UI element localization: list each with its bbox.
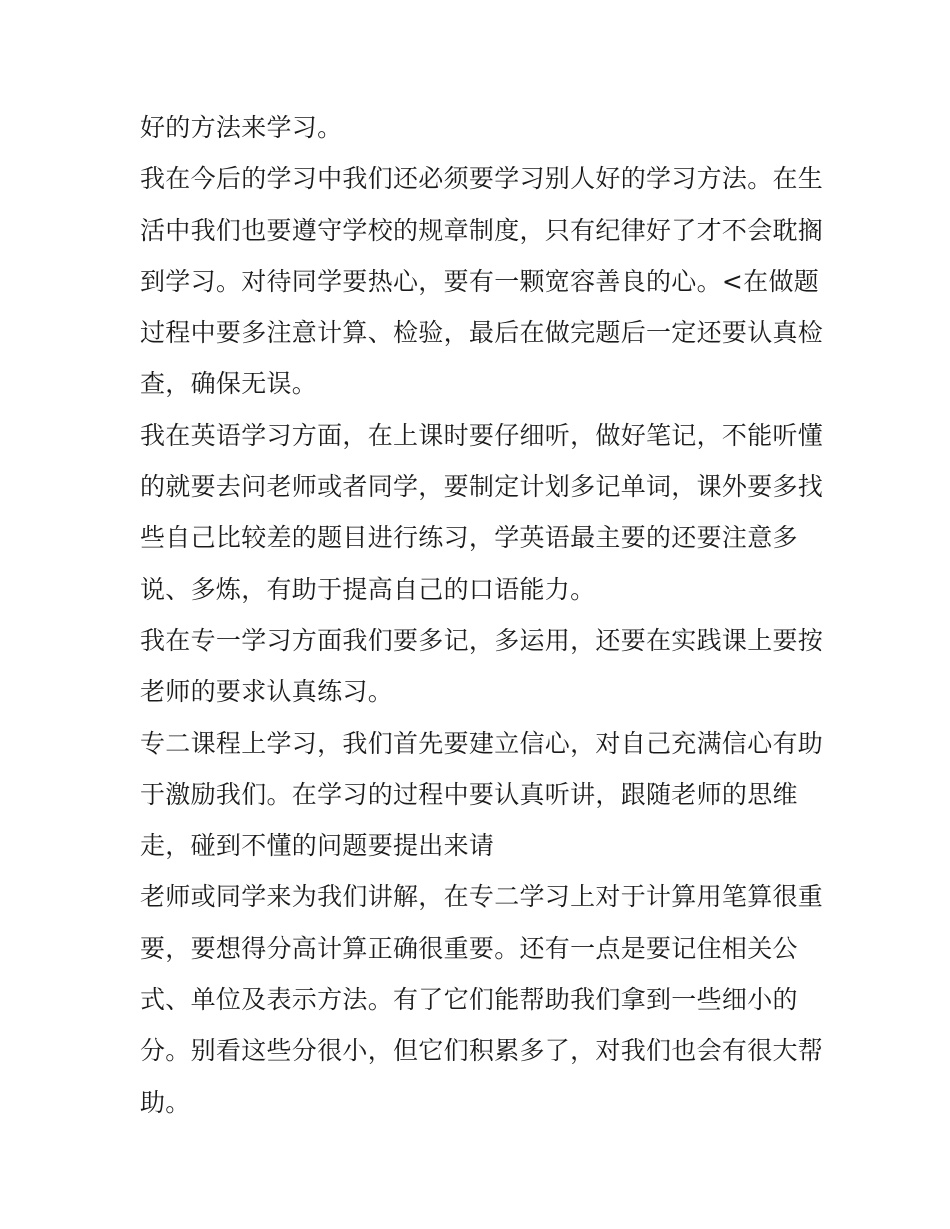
text-line: 查，确保无误。 bbox=[140, 369, 318, 399]
text-line: 的就要去问老师或者同学，要制定计划多记单词，课外要多找 bbox=[140, 472, 824, 502]
text-line: 活中我们也要遵守学校的规章制度，只有纪律好了才不会耽搁 bbox=[140, 215, 824, 245]
text-line: 老师的要求认真练习。 bbox=[140, 677, 394, 707]
text-line: 分。别看这些分很小，但它们积累多了，对我们也会有很大帮 bbox=[140, 1036, 824, 1066]
text-line: 我在专一学习方面我们要多记，多运用，还要在实践课上要按 bbox=[140, 625, 824, 655]
text-line: 些自己比较差的题目进行练习，学英语最主要的还要注意多 bbox=[140, 523, 798, 553]
document-body bbox=[140, 102, 824, 1128]
text-line: 式、单位及表示方法。有了它们能帮助我们拿到一些细小的 bbox=[140, 985, 798, 1015]
text-line: 老师或同学来为我们讲解，在专二学习上对于计算用笔算很重 bbox=[140, 882, 824, 912]
text-line: 专二课程上学习，我们首先要建立信心，对自己充满信心有助 bbox=[140, 728, 824, 758]
text-line: 好的方法来学习。 bbox=[140, 113, 343, 142]
text-line: 我在今后的学习中我们还必须要学习别人好的学习方法。在生 bbox=[140, 164, 824, 194]
text-line: 过程中要多注意计算、检验，最后在做完题后一定还要认真检 bbox=[140, 318, 824, 348]
text-line: 到学习。对待同学要热心，要有一颗宽容善良的心。<在做题 bbox=[140, 266, 820, 296]
text-line: 于激励我们。在学习的过程中要认真听讲，跟随老师的思维 bbox=[140, 779, 798, 809]
text-line: 助。 bbox=[140, 1087, 191, 1117]
text-line: 要，要想得分高计算正确很重要。还有一点是要记住相关公 bbox=[140, 933, 798, 963]
text-line: 我在英语学习方面，在上课时要仔细听，做好笔记，不能听懂 bbox=[140, 420, 824, 450]
text-line: 说、多炼，有助于提高自己的口语能力。 bbox=[140, 574, 596, 604]
text-line: 走，碰到不懂的问题要提出来请 bbox=[140, 831, 495, 861]
